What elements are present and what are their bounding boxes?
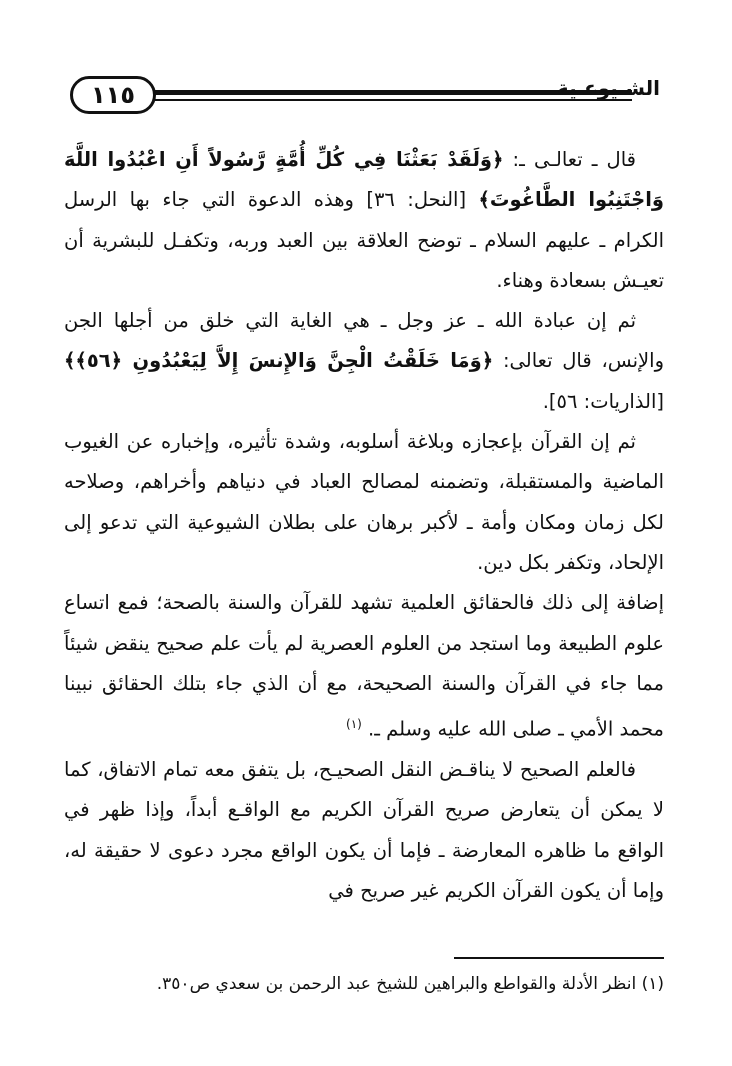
paragraph-5: فالعلم الصحيح لا يناقـض النقل الصحيـح، بل يتفق معه تمام الاتفاق، كما لا يمكن أن يتعارض صريح القرآن الكريم مع الواقـع أبداً، وإذا ظهر في الواقع ما ظاهره المعارضة ـ فإما أن يكون الواقع مجرد دعوى لا حقيقة له، وإما أن يكون القرآن الكريم غير صريح في (64, 757, 664, 902)
quran-verse-2: ﴿وَمَا خَلَقْتُ الْجِنَّ وَالإِنسَ إِلاَّ لِيَعْبُدُونِ ﴿٥٦﴾﴾ (64, 349, 494, 373)
page-header (70, 76, 660, 116)
p1-lead: قال ـ تعالـى ـ: (503, 148, 636, 171)
paragraph-4 (64, 583, 664, 750)
quran-verse-1: ﴿وَلَقَدْ بَعَثْنَا فِي كُلِّ أُمَّةٍ رَّسُولاً أَنِ اعْبُدُوا اللَّهَ وَاجْتَنِبُوا الطَّاغُوتَ﴾ (64, 148, 664, 212)
paragraph-1 (64, 140, 664, 301)
main-text (64, 140, 664, 911)
p2-lead: ثم إن عبادة الله ـ عز وجل ـ هي الغاية التي خلق من أجلها الجن والإنس، قال تعالى: (64, 309, 664, 373)
p2-rest: [الذاريات: ٥٦]. (542, 389, 664, 413)
paragraph-2 (64, 301, 664, 422)
p1-rest: [النحل: ٣٦] وهذه الدعوة التي جاء بها الرسل الكرام ـ عليهم السلام ـ توضح العلاقة بين العبد وربه، وتكفـل للبشرية أن تعيـش بسعادة وهناء. (64, 188, 664, 292)
footnote-marker[interactable]: (١) (346, 717, 362, 732)
page-number: ١١٥ (70, 76, 156, 114)
footnote: (١) انظر الأدلة والقواطع والبراهين للشيخ عبد الرحمن بن سعدي ص٣٥٠. (156, 974, 664, 994)
p4-text: إضافة إلى ذلك فالحقائق العلمية تشهد للقرآن والسنة بالصحة؛ فمع اتساع علوم الطبيعة وما استجد من العلوم العصرية لم يأت علم صحيح ينقض شيئاً مما جاء في القرآن والسنة الصحيحة، مع أن الذي جاء بتلك الحقائق نبينا محمد الأمي ـ صلى الله عليه وسلم ـ. (64, 591, 664, 741)
paragraph-3: ثم إن القرآن بإعجازه وبلاغة أسلوبه، وشدة تأثيره، وإخباره عن الغيوب الماضية والمستقبلة، وتضمنه لمصالح العباد في دنياهم وأخراهم، وصلاحه لكل زمان ومكان وأمة ـ لأكبر برهان على بطلان الشيوعية التي تدعو إلى الإلحاد، وتكفر بكل دين. (64, 430, 664, 574)
running-title: الشـيوعـية (556, 76, 660, 100)
footnote-separator (454, 957, 664, 959)
